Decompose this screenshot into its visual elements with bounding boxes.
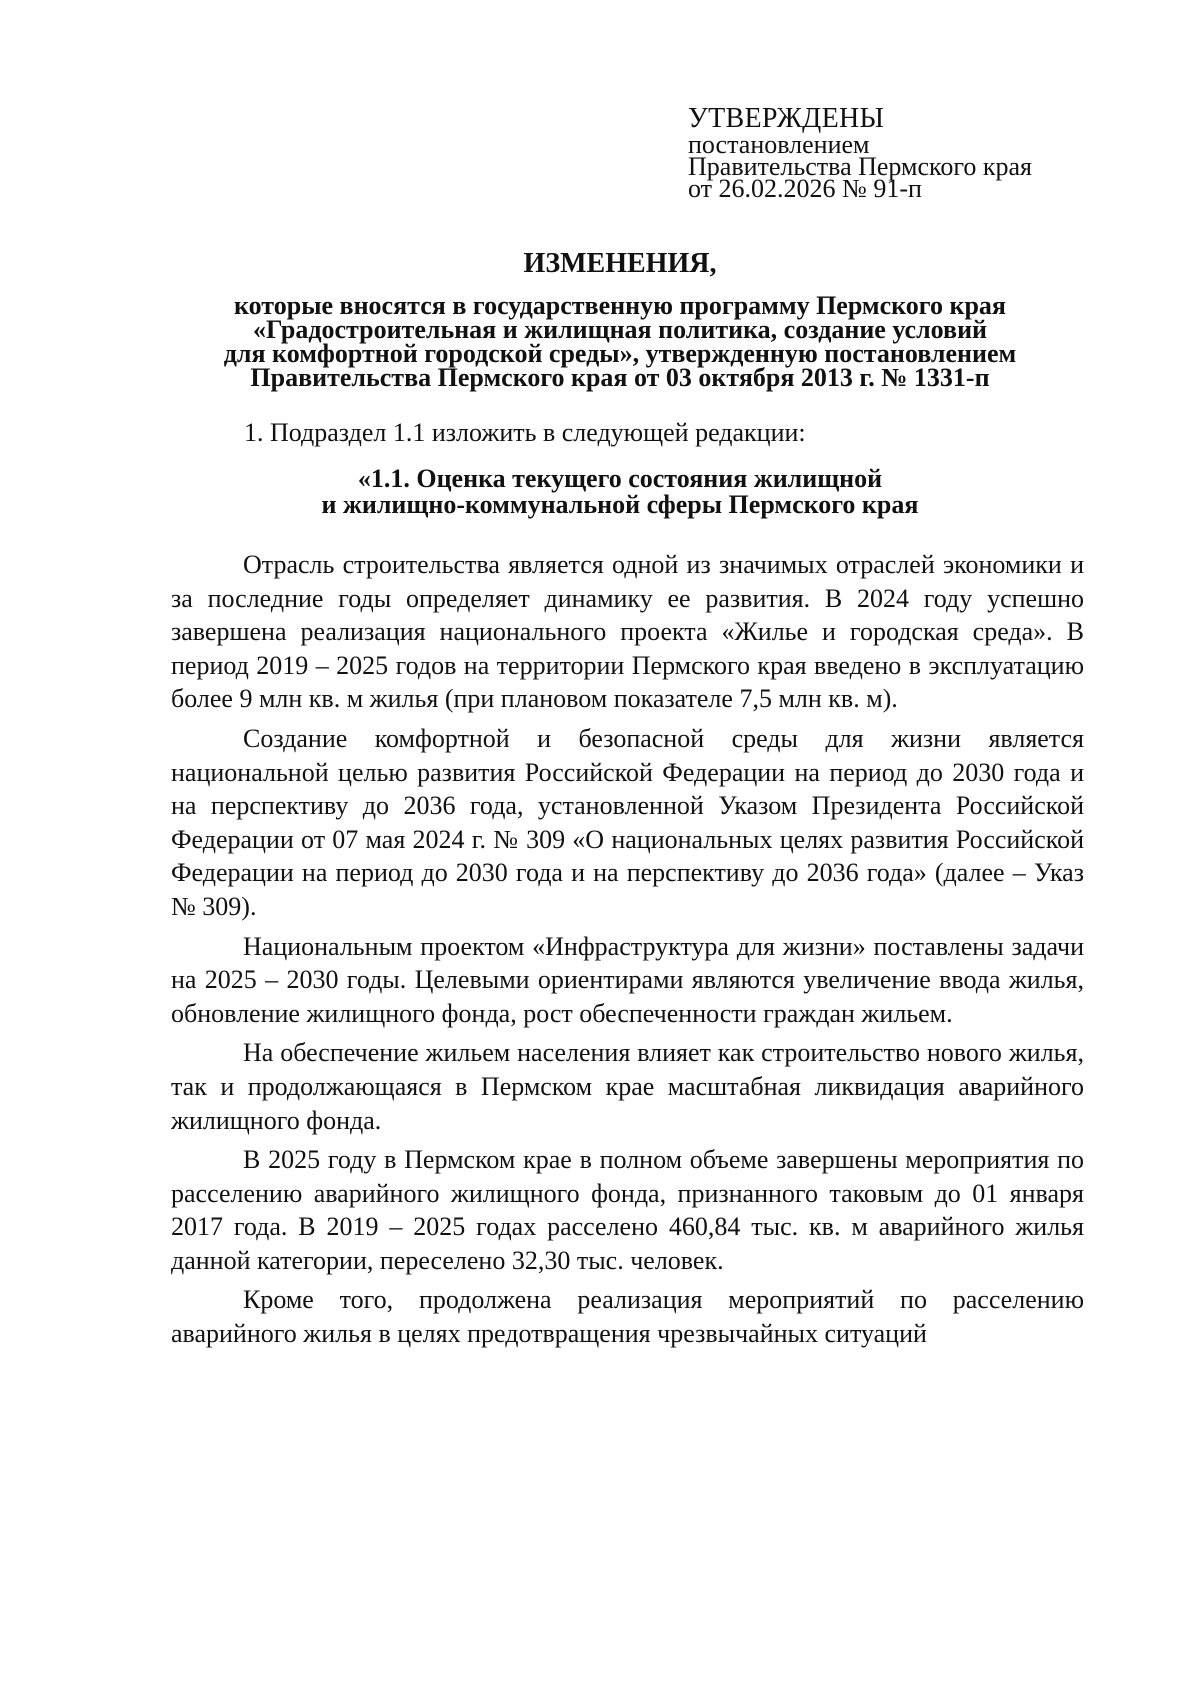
body-text [171, 548, 1084, 1357]
approval-line: Правительства Пермского края [688, 152, 1032, 181]
paragraph: Создание комфортной и безопасной среды для жизни является национальной целью развития Российской Федерации на период до 2030 года и на перспективу до 2036 года, установленной Указом Президента Российской Федерации от 07 мая 2024 г. № 309 «О национальных целях развития Российской Федерации на период до 2030 года и на перспективу до 2036 года» (далее – Указ № 309). [171, 723, 1084, 921]
section-title [170, 466, 1070, 518]
paragraph: Национальным проектом «Инфраструктура для жизни» поставлены задачи на 2025 – 2030 годы. Целевыми ориентирами являются увеличение ввода жилья, обновление жилищного фонда, рост обеспеченности граждан жильем. [171, 931, 1084, 1028]
heading-line: для комфортной городской среды», утвержденную постановлением [223, 339, 1017, 368]
document-heading [170, 248, 1070, 390]
approval-line: постановлением [688, 130, 870, 159]
approval-stamp [688, 103, 1032, 203]
item-1-text: 1. Подраздел 1.1 изложить в следующей редакции: [244, 418, 806, 447]
approval-title: УТВЕРЖДЕНЫ [688, 103, 885, 134]
section-title-line: «1.1. Оценка текущего состояния жилищной [357, 464, 883, 493]
document-title: ИЗМЕНЕНИЯ, [523, 248, 717, 279]
heading-line: Правительства Пермского края от 03 октября 2013 г. № 1331-п [250, 363, 990, 392]
heading-line: которые вносятся в государственную программу Пермского края [234, 291, 1006, 320]
heading-line: «Градостроительная и жилищная политика, создание условий [252, 315, 988, 344]
paragraph: В 2025 году в Пермском крае в полном объеме завершены мероприятия по расселению аварийного жилищного фонда, признанного таковым до 01 января 2017 года. В 2019 – 2025 годах расселено 460,84 тыс. кв. м аварийного жилья данной категории, переселено 32,30 тыс. человек. [171, 1145, 1084, 1275]
paragraph: Отрасль строительства является одной из значимых отраслей экономики и за последние годы определяет динамику ее развития. В 2024 году успешно завершена реализация национального проекта «Жилье и городская среда». В период 2019 – 2025 годов на территории Пермского края введено в эксплуатацию более 9 млн кв. м жилья (при плановом показателе 7,5 млн кв. м). [171, 550, 1084, 714]
section-title-line: и жилищно-коммунальной сферы Пермского края [321, 490, 919, 519]
paragraph: Кроме того, продолжена реализация мероприятий по расселению аварийного жилья в целях предотвращения чрезвычайных ситуаций [171, 1285, 1084, 1349]
paragraph: На обеспечение жильем населения влияет как строительство нового жилья, так и продолжающаяся в Пермском крае масштабная ликвидация аварийного жилищного фонда. [171, 1038, 1084, 1135]
approval-date-number: от 26.02.2026 № 91-п [688, 174, 922, 203]
